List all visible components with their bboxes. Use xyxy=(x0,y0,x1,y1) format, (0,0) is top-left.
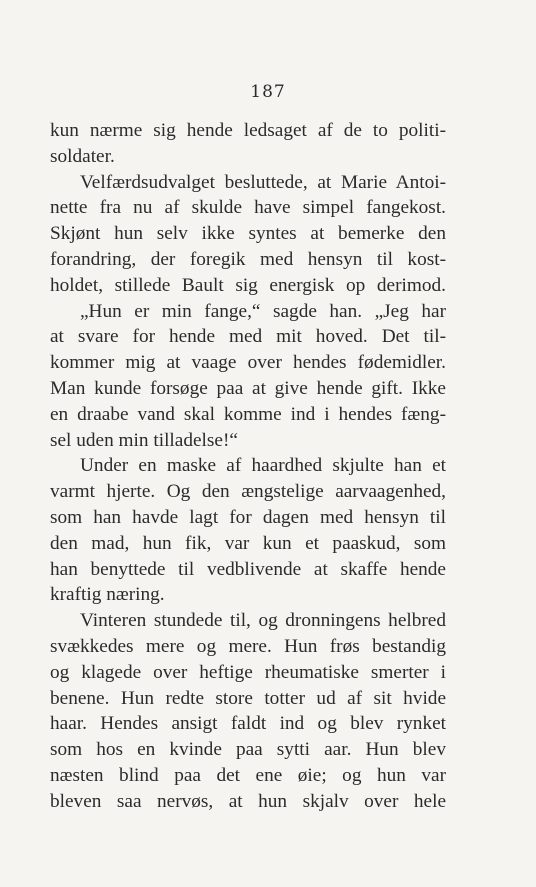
text-line: en draabe vand skal komme ind i hendes fæng- xyxy=(50,403,446,425)
text-line: forandring, der foregik med hensyn til kost- xyxy=(50,248,446,270)
text-line: Man kunde forsøge paa at give hende gift. Ikke xyxy=(50,377,446,399)
text-line: han benyttede til vedblivende at skaffe hende xyxy=(50,558,446,580)
text-line: og klagede over heftige rheumatiske smerter i xyxy=(50,661,446,683)
text-line: som han havde lagt for dagen med hensyn til xyxy=(50,506,446,528)
text-line: svækkedes mere og mere. Hun frøs bestandig xyxy=(50,635,446,657)
text-line: holdet, stillede Bault sig energisk op derimod. xyxy=(50,274,446,296)
text-line: kraftig næring. xyxy=(50,584,165,606)
text-line: kommer mig at vaage over hendes fødemidler. xyxy=(50,352,446,374)
text-line: kun nærme sig hende ledsaget af de to politi- xyxy=(50,120,446,141)
text-line: soldater. xyxy=(50,145,115,167)
text-line: bleven saa nervøs, at hun skjalv over hele xyxy=(50,790,446,812)
text-line: som hos en kvinde paa sytti aar. Hun blev xyxy=(50,739,446,761)
text-line: haar. Hendes ansigt faldt ind og blev rynket xyxy=(50,713,446,735)
text-line: næsten blind paa det ene øie; og hun var xyxy=(50,764,446,786)
text-line: benene. Hun redte store totter ud af sit hvide xyxy=(50,687,446,709)
body-text xyxy=(50,118,446,815)
text-line: Skjønt hun selv ikke syntes at bemerke den xyxy=(50,223,446,245)
text-line: nette fra nu af skulde have simpel fangekost. xyxy=(50,197,446,219)
text-line: Vinteren stundede til, og dronningens helbred xyxy=(80,610,446,632)
text-line: varmt hjerte. Og den ængstelige aarvaagenhed, xyxy=(50,481,446,503)
page-number: 187 xyxy=(250,82,286,102)
text-line: „Hun er min fange,“ sagde han. „Jeg har xyxy=(80,300,446,322)
text-line: sel uden min tilladelse!“ xyxy=(50,429,238,451)
text-line: at svare for hende med mit hoved. Det til- xyxy=(50,326,446,348)
text-line: Under en maske af haardhed skjulte han et xyxy=(80,455,446,477)
text-line: Velfærdsudvalget besluttede, at Marie Antoi- xyxy=(80,171,446,193)
text-line: den mad, hun fik, var kun et paaskud, som xyxy=(50,532,446,554)
